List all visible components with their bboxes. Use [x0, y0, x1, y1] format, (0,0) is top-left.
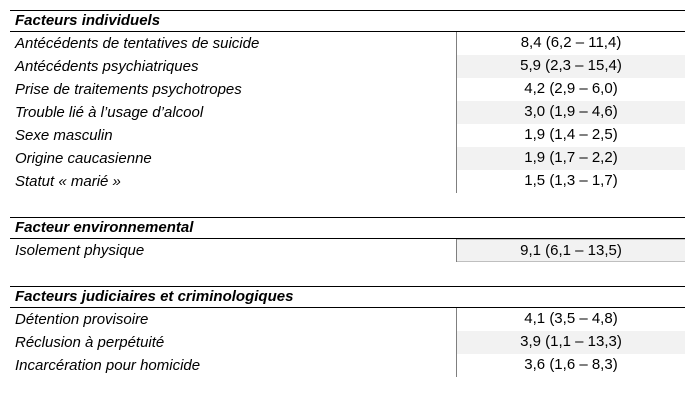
table-row — [10, 354, 685, 377]
factor-value: 5,9 (2,3 – 15,4) — [457, 55, 685, 78]
factor-label: Antécédents de tentatives de suicide — [10, 32, 457, 55]
factor-value: 4,2 (2,9 – 6,0) — [524, 80, 618, 97]
table-row — [10, 124, 685, 147]
factor-label: Incarcération pour homicide — [10, 354, 457, 377]
factor-value: 8,4 (6,2 – 11,4) — [520, 34, 622, 51]
factor-value: 4,1 (3,5 – 4,8) — [524, 310, 618, 327]
factor-value: 1,9 (1,7 – 2,2) — [457, 147, 685, 170]
table-row — [10, 331, 685, 354]
table-row — [10, 170, 685, 193]
section-spacer — [10, 193, 685, 217]
factor-label: Antécédents psychiatriques — [10, 55, 457, 78]
table-row — [10, 55, 685, 78]
table-row — [10, 147, 685, 170]
factor-value: 1,5 (1,3 – 1,7) — [524, 172, 618, 189]
factor-label: Réclusion à perpétuité — [10, 331, 457, 354]
table-row — [10, 308, 685, 331]
section-header: Facteurs individuels — [10, 10, 685, 32]
factor-label: Prise de traitements psychotropes — [10, 78, 457, 101]
section-header: Facteurs judiciaires et criminologiques — [10, 286, 685, 308]
factor-value: 3,0 (1,9 – 4,6) — [457, 101, 685, 124]
factor-value: 3,9 (1,1 – 13,3) — [457, 331, 685, 354]
risk-factors-table — [10, 10, 685, 377]
table-row — [10, 101, 685, 124]
factor-value: 3,6 (1,6 – 8,3) — [524, 356, 618, 373]
section-individual-factors — [10, 10, 685, 193]
factor-label: Origine caucasienne — [10, 147, 457, 170]
factor-label: Sexe masculin — [10, 124, 457, 147]
factor-value: 9,1 (6,1 – 13,5) — [457, 239, 685, 262]
factor-label: Isolement physique — [10, 239, 457, 262]
section-spacer — [10, 262, 685, 286]
factor-value: 1,9 (1,4 – 2,5) — [524, 126, 618, 143]
factor-label: Trouble lié à l’usage d’alcool — [10, 101, 457, 124]
table-row — [10, 78, 685, 101]
factor-label: Détention provisoire — [10, 308, 457, 331]
section-environmental-factor — [10, 217, 685, 262]
table-row — [10, 32, 685, 55]
section-header: Facteur environnemental — [10, 217, 685, 239]
section-judicial-factors — [10, 286, 685, 377]
factor-label: Statut « marié » — [10, 170, 457, 193]
table-row — [10, 239, 685, 262]
